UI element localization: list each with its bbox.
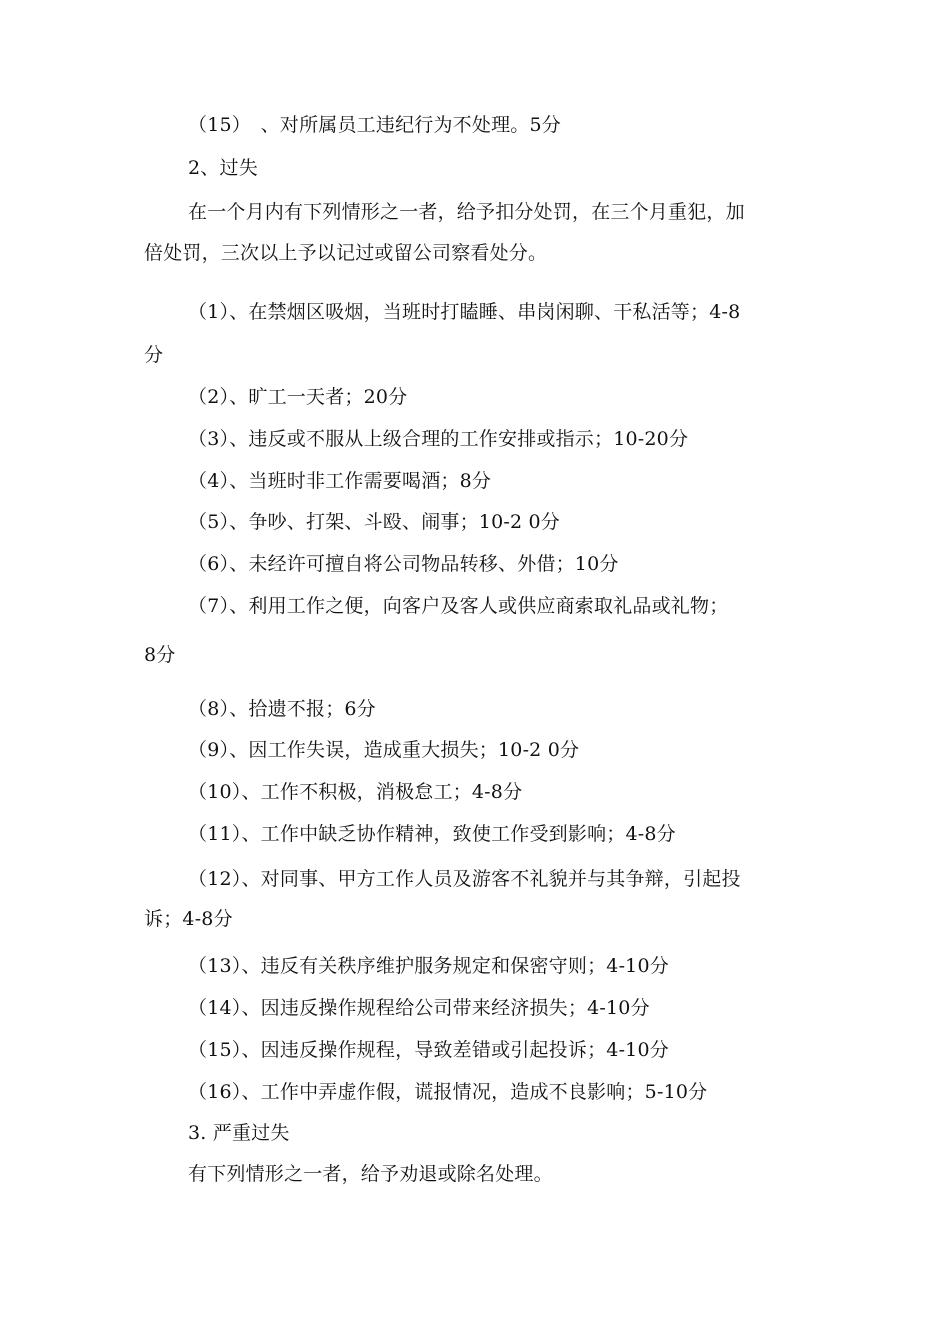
item-7-line: （7）、利用工作之便，向客户及客人或供应商索取礼品或礼物； <box>188 595 729 617</box>
item-16-line: （16）、工作中弄虚作假，谎报情况，造成不良影响；5-10分 <box>188 1081 708 1103</box>
item-5-line: （5）、争吵、打架、斗殴、闹事；10-2 0分 <box>188 511 561 533</box>
item-14-line: （14）、因违反操作规程给公司带来经济损失；4-10分 <box>188 997 650 1019</box>
item-11-line: （11）、工作中缺乏协作精神，致使工作受到影响；4-8分 <box>188 823 676 845</box>
item-6-line: （6）、未经许可擅自将公司物品转移、外借；10分 <box>188 553 619 575</box>
item-15b-line: （15）、因违反操作规程，导致差错或引起投诉；4-10分 <box>188 1039 669 1061</box>
intro-paragraph-line-2: 倍处罚，三次以上予以记过或留公司察看处分。 <box>144 242 548 264</box>
item-2-line: （2）、旷工一天者；20分 <box>188 386 408 408</box>
intro-paragraph-line-1: 在一个月内有下列情形之一者，给予扣分处罚，在三个月重犯，加 <box>188 201 745 223</box>
item-12-continuation: 诉；4-8分 <box>144 908 233 930</box>
section-3-intro: 有下列情形之一者，给予劝退或除名处理。 <box>188 1163 553 1185</box>
item-4-line: （4）、当班时非工作需要喝酒；8分 <box>188 470 492 492</box>
item-8-line: （8）、拾遗不报；6分 <box>188 698 376 720</box>
item-1-continuation: 分 <box>144 344 164 366</box>
item-9-line: （9）、因工作失误，造成重大损失；10-2 0分 <box>188 739 580 761</box>
item-15-line: （15） 、对所属员工违纪行为不处理。5分 <box>188 114 561 136</box>
section-2-heading: 2、过失 <box>188 157 258 179</box>
item-7-continuation: 8分 <box>144 644 176 666</box>
item-1-line: （1）、在禁烟区吸烟，当班时打瞌睡、串岗闲聊、干私活等；4-8 <box>188 301 741 323</box>
item-10-line: （10）、工作不积极，消极怠工；4-8分 <box>188 781 523 803</box>
section-3-heading: 3. 严重过失 <box>188 1122 290 1144</box>
item-13-line: （13）、违反有关秩序维护服务规定和保密守则；4-10分 <box>188 955 669 977</box>
item-12-line: （12）、对同事、甲方工作人员及游客不礼貌并与其争辩，引起投 <box>188 868 741 890</box>
item-3-line: （3）、违反或不服从上级合理的工作安排或指示；10-20分 <box>188 428 689 450</box>
